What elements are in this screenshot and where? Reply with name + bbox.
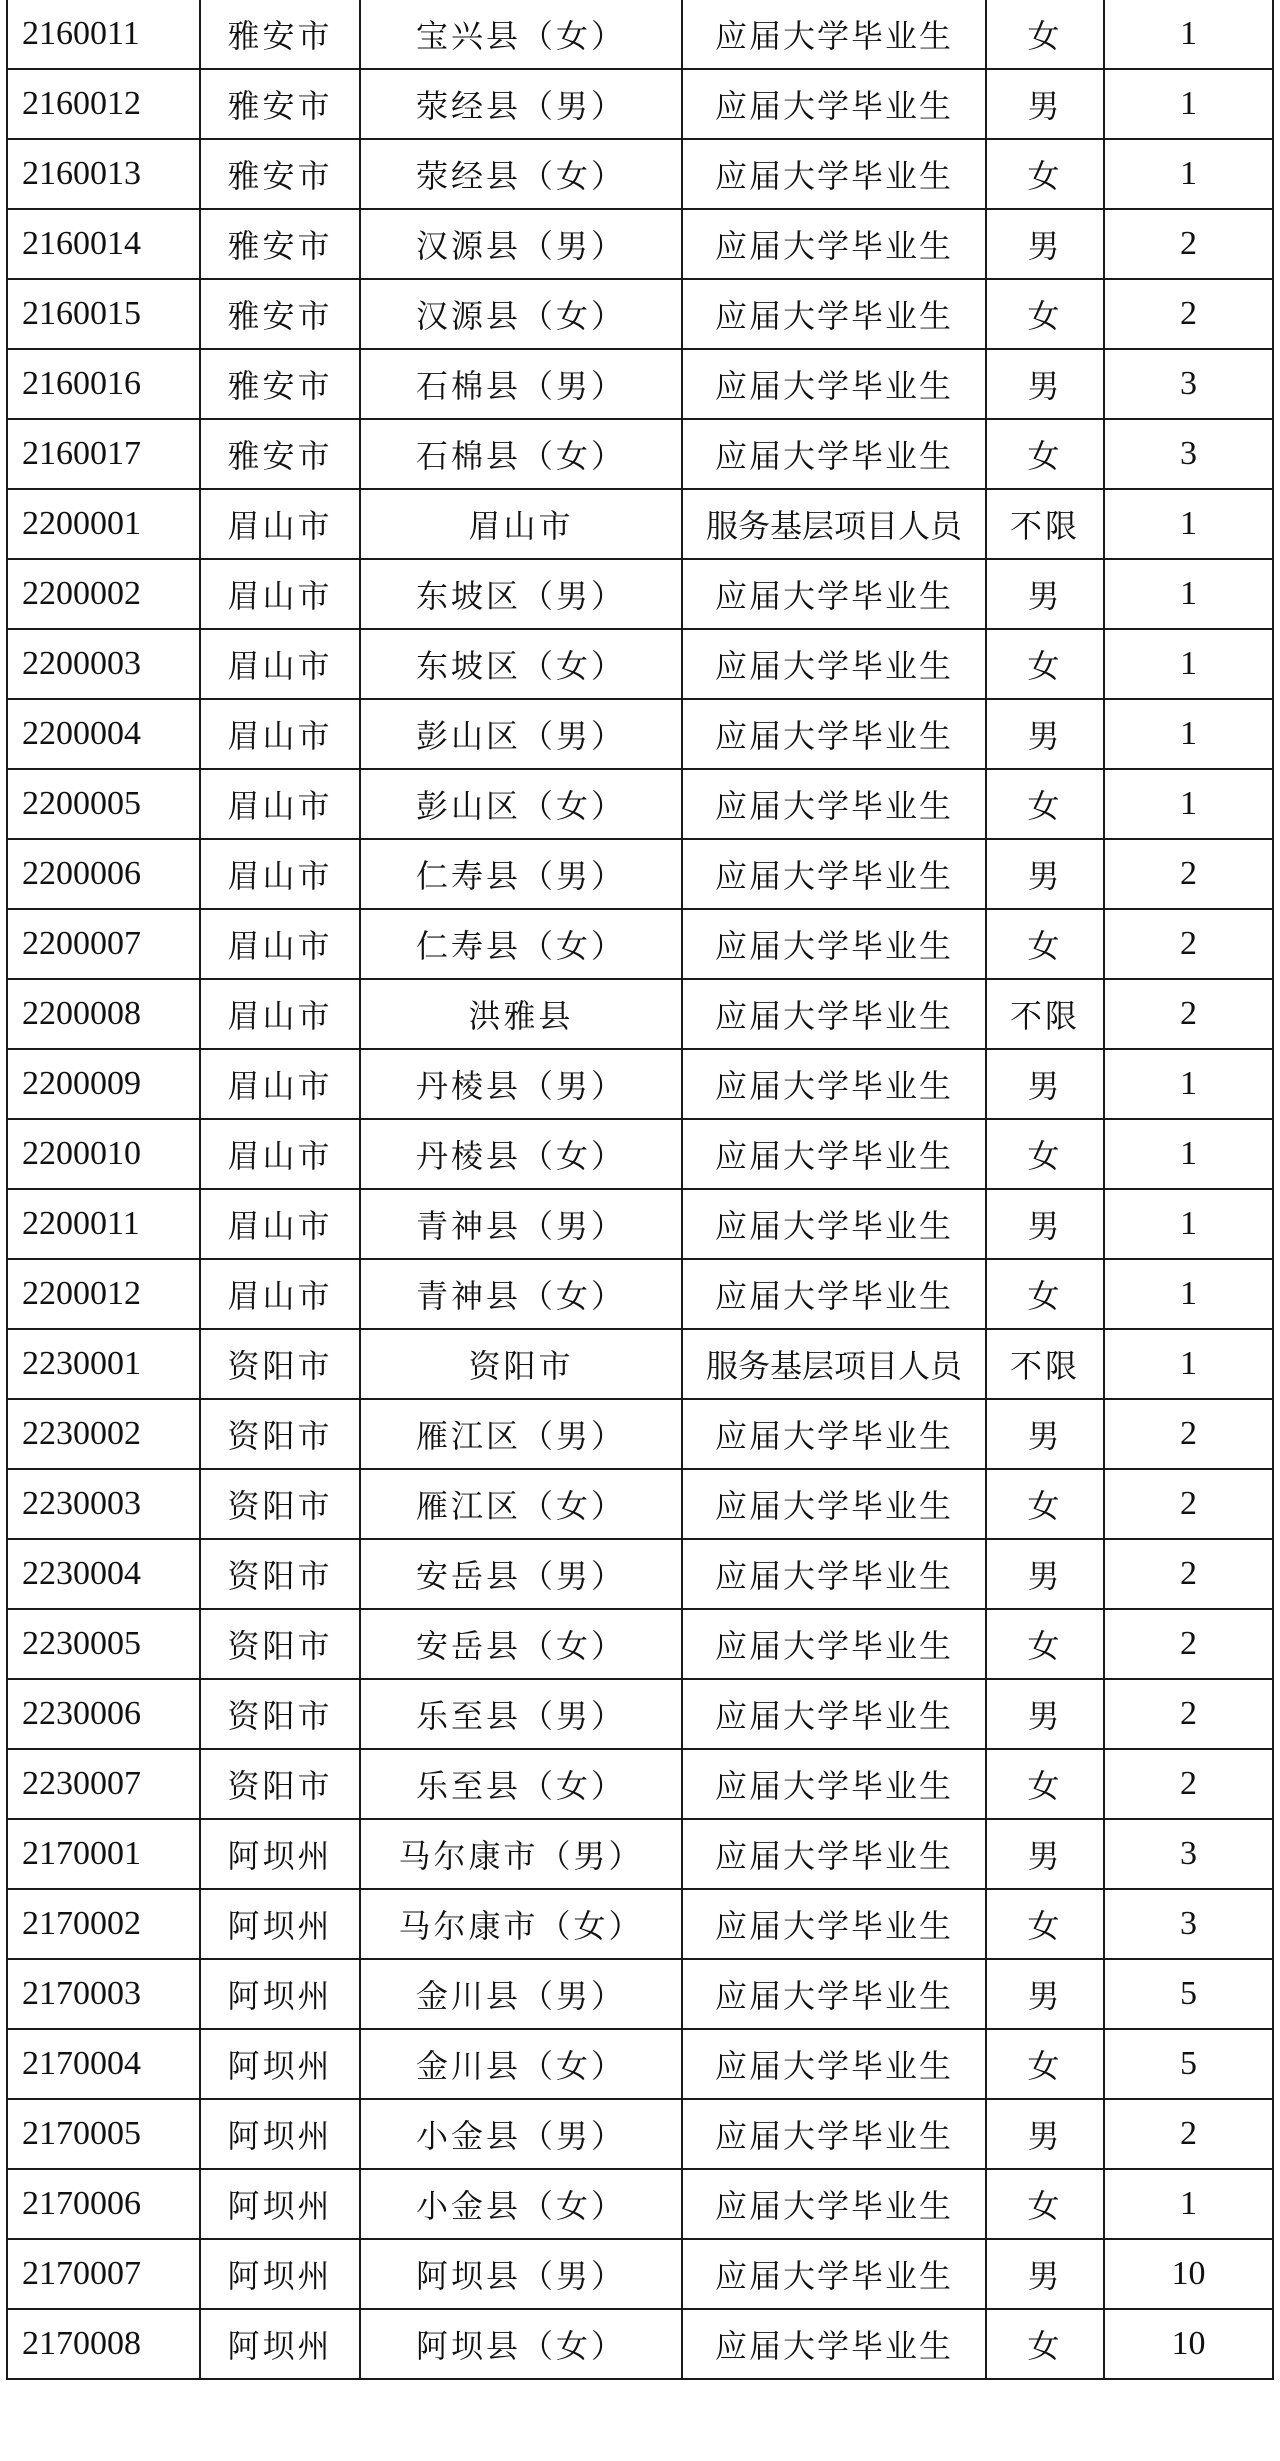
table-row	[7, 1049, 1273, 1119]
cell-count: 1	[1104, 1329, 1273, 1399]
cell-gender: 男	[986, 1539, 1104, 1609]
cell-gender: 女	[986, 1259, 1104, 1329]
table-row	[7, 0, 1273, 69]
cell-count: 1	[1104, 1119, 1273, 1189]
cell-city: 阿坝州	[200, 2309, 360, 2379]
cell-unit: 乐至县（女）	[360, 1749, 682, 1819]
cell-count: 2	[1104, 1399, 1273, 1469]
cell-position-code: 2160012	[7, 69, 200, 139]
cell-unit: 丹棱县（男）	[360, 1049, 682, 1119]
cell-applicant-type: 应届大学毕业生	[682, 419, 986, 489]
cell-applicant-type: 应届大学毕业生	[682, 209, 986, 279]
table-row	[7, 1399, 1273, 1469]
cell-unit: 汉源县（女）	[360, 279, 682, 349]
cell-count: 2	[1104, 909, 1273, 979]
cell-gender: 不限	[986, 1329, 1104, 1399]
cell-count: 2	[1104, 1679, 1273, 1749]
cell-gender: 女	[986, 1469, 1104, 1539]
cell-gender: 男	[986, 69, 1104, 139]
cell-unit: 荥经县（女）	[360, 139, 682, 209]
table-row	[7, 2099, 1273, 2169]
table-row	[7, 979, 1273, 1049]
cell-gender: 女	[986, 2169, 1104, 2239]
cell-position-code: 2160013	[7, 139, 200, 209]
cell-position-code: 2170006	[7, 2169, 200, 2239]
cell-position-code: 2200010	[7, 1119, 200, 1189]
cell-unit: 小金县（女）	[360, 2169, 682, 2239]
cell-position-code: 2160014	[7, 209, 200, 279]
cell-city: 资阳市	[200, 1539, 360, 1609]
cell-count: 1	[1104, 629, 1273, 699]
cell-applicant-type: 应届大学毕业生	[682, 1469, 986, 1539]
cell-position-code: 2200001	[7, 489, 200, 559]
table-row	[7, 69, 1273, 139]
cell-unit: 安岳县（女）	[360, 1609, 682, 1679]
cell-gender: 女	[986, 909, 1104, 979]
cell-count: 1	[1104, 1189, 1273, 1259]
cell-count: 1	[1104, 489, 1273, 559]
cell-position-code: 2160015	[7, 279, 200, 349]
table-row	[7, 1889, 1273, 1959]
cell-count: 3	[1104, 1889, 1273, 1959]
cell-city: 眉山市	[200, 1119, 360, 1189]
table-row	[7, 1959, 1273, 2029]
cell-count: 10	[1104, 2239, 1273, 2309]
cell-unit: 汉源县（男）	[360, 209, 682, 279]
table-row	[7, 1819, 1273, 1889]
cell-applicant-type: 应届大学毕业生	[682, 699, 986, 769]
cell-unit: 仁寿县（男）	[360, 839, 682, 909]
table-row	[7, 1259, 1273, 1329]
cell-position-code: 2170005	[7, 2099, 200, 2169]
table-row	[7, 2239, 1273, 2309]
cell-applicant-type: 应届大学毕业生	[682, 1399, 986, 1469]
cell-applicant-type: 应届大学毕业生	[682, 2239, 986, 2309]
cell-unit: 荥经县（男）	[360, 69, 682, 139]
cell-unit: 眉山市	[360, 489, 682, 559]
cell-applicant-type: 应届大学毕业生	[682, 279, 986, 349]
cell-unit: 东坡区（男）	[360, 559, 682, 629]
cell-count: 2	[1104, 1609, 1273, 1679]
cell-unit: 金川县（男）	[360, 1959, 682, 2029]
cell-applicant-type: 应届大学毕业生	[682, 139, 986, 209]
table-row	[7, 1609, 1273, 1679]
table-row	[7, 279, 1273, 349]
cell-city: 雅安市	[200, 69, 360, 139]
cell-count: 3	[1104, 349, 1273, 419]
cell-count: 2	[1104, 1749, 1273, 1819]
cell-city: 眉山市	[200, 1189, 360, 1259]
cell-count: 2	[1104, 1539, 1273, 1609]
cell-applicant-type: 应届大学毕业生	[682, 0, 986, 69]
table-body	[7, 0, 1273, 2379]
cell-applicant-type: 应届大学毕业生	[682, 1259, 986, 1329]
cell-count: 5	[1104, 1959, 1273, 2029]
cell-city: 资阳市	[200, 1329, 360, 1399]
cell-gender: 男	[986, 1049, 1104, 1119]
table-row	[7, 2309, 1273, 2379]
cell-position-code: 2170001	[7, 1819, 200, 1889]
cell-unit: 乐至县（男）	[360, 1679, 682, 1749]
cell-unit: 青神县（女）	[360, 1259, 682, 1329]
cell-city: 资阳市	[200, 1399, 360, 1469]
cell-unit: 小金县（男）	[360, 2099, 682, 2169]
cell-unit: 青神县（男）	[360, 1189, 682, 1259]
cell-position-code: 2200009	[7, 1049, 200, 1119]
cell-applicant-type: 应届大学毕业生	[682, 1189, 986, 1259]
cell-city: 眉山市	[200, 559, 360, 629]
cell-city: 眉山市	[200, 979, 360, 1049]
cell-count: 1	[1104, 69, 1273, 139]
cell-position-code: 2160016	[7, 349, 200, 419]
cell-applicant-type: 应届大学毕业生	[682, 1539, 986, 1609]
cell-unit: 仁寿县（女）	[360, 909, 682, 979]
cell-city: 雅安市	[200, 419, 360, 489]
cell-count: 1	[1104, 1259, 1273, 1329]
cell-applicant-type: 服务基层项目人员	[682, 489, 986, 559]
table-row	[7, 2029, 1273, 2099]
cell-city: 眉山市	[200, 769, 360, 839]
cell-applicant-type: 应届大学毕业生	[682, 1749, 986, 1819]
cell-gender: 女	[986, 629, 1104, 699]
cell-applicant-type: 应届大学毕业生	[682, 909, 986, 979]
cell-gender: 女	[986, 0, 1104, 69]
cell-gender: 男	[986, 349, 1104, 419]
cell-city: 眉山市	[200, 1259, 360, 1329]
cell-count: 1	[1104, 559, 1273, 629]
table-row	[7, 1749, 1273, 1819]
cell-city: 雅安市	[200, 209, 360, 279]
cell-gender: 女	[986, 1609, 1104, 1679]
cell-position-code: 2230002	[7, 1399, 200, 1469]
cell-count: 1	[1104, 0, 1273, 69]
cell-unit: 东坡区（女）	[360, 629, 682, 699]
cell-gender: 男	[986, 2239, 1104, 2309]
table-row	[7, 699, 1273, 769]
cell-unit: 石棉县（男）	[360, 349, 682, 419]
cell-count: 1	[1104, 769, 1273, 839]
cell-count: 2	[1104, 279, 1273, 349]
cell-position-code: 2170008	[7, 2309, 200, 2379]
table-row	[7, 419, 1273, 489]
table-row	[7, 559, 1273, 629]
cell-applicant-type: 应届大学毕业生	[682, 1049, 986, 1119]
cell-position-code: 2200004	[7, 699, 200, 769]
cell-applicant-type: 应届大学毕业生	[682, 2169, 986, 2239]
cell-position-code: 2170002	[7, 1889, 200, 1959]
cell-count: 1	[1104, 2169, 1273, 2239]
cell-position-code: 2200008	[7, 979, 200, 1049]
cell-unit: 雁江区（男）	[360, 1399, 682, 1469]
cell-city: 阿坝州	[200, 2239, 360, 2309]
table-row	[7, 1189, 1273, 1259]
table-row	[7, 1469, 1273, 1539]
table-row	[7, 909, 1273, 979]
cell-city: 阿坝州	[200, 2029, 360, 2099]
cell-city: 阿坝州	[200, 2169, 360, 2239]
positions-table	[6, 0, 1274, 2380]
cell-position-code: 2170007	[7, 2239, 200, 2309]
cell-applicant-type: 应届大学毕业生	[682, 839, 986, 909]
cell-applicant-type: 应届大学毕业生	[682, 69, 986, 139]
cell-unit: 彭山区（女）	[360, 769, 682, 839]
cell-gender: 男	[986, 1189, 1104, 1259]
cell-position-code: 2200012	[7, 1259, 200, 1329]
cell-city: 眉山市	[200, 839, 360, 909]
cell-count: 2	[1104, 979, 1273, 1049]
cell-city: 眉山市	[200, 1049, 360, 1119]
cell-position-code: 2230001	[7, 1329, 200, 1399]
cell-gender: 女	[986, 419, 1104, 489]
cell-gender: 男	[986, 2099, 1104, 2169]
cell-city: 阿坝州	[200, 2099, 360, 2169]
cell-city: 眉山市	[200, 629, 360, 699]
cell-city: 阿坝州	[200, 1889, 360, 1959]
table-row	[7, 629, 1273, 699]
cell-applicant-type: 应届大学毕业生	[682, 2309, 986, 2379]
cell-position-code: 2170003	[7, 1959, 200, 2029]
cell-city: 眉山市	[200, 909, 360, 979]
cell-position-code: 2230005	[7, 1609, 200, 1679]
cell-applicant-type: 应届大学毕业生	[682, 349, 986, 419]
cell-applicant-type: 应届大学毕业生	[682, 1679, 986, 1749]
cell-gender: 男	[986, 1959, 1104, 2029]
cell-unit: 马尔康市（男）	[360, 1819, 682, 1889]
cell-applicant-type: 服务基层项目人员	[682, 1329, 986, 1399]
cell-count: 2	[1104, 209, 1273, 279]
table-row	[7, 1119, 1273, 1189]
cell-unit: 安岳县（男）	[360, 1539, 682, 1609]
cell-count: 2	[1104, 1469, 1273, 1539]
cell-gender: 男	[986, 699, 1104, 769]
cell-gender: 男	[986, 1819, 1104, 1889]
cell-position-code: 2200002	[7, 559, 200, 629]
table-row	[7, 769, 1273, 839]
cell-applicant-type: 应届大学毕业生	[682, 2029, 986, 2099]
cell-applicant-type: 应届大学毕业生	[682, 629, 986, 699]
cell-count: 2	[1104, 839, 1273, 909]
cell-gender: 女	[986, 2029, 1104, 2099]
table-row	[7, 1329, 1273, 1399]
cell-city: 眉山市	[200, 699, 360, 769]
cell-unit: 资阳市	[360, 1329, 682, 1399]
cell-applicant-type: 应届大学毕业生	[682, 1119, 986, 1189]
cell-gender: 男	[986, 1679, 1104, 1749]
cell-position-code: 2200003	[7, 629, 200, 699]
cell-city: 雅安市	[200, 349, 360, 419]
cell-unit: 彭山区（男）	[360, 699, 682, 769]
cell-gender: 女	[986, 769, 1104, 839]
cell-count: 5	[1104, 2029, 1273, 2099]
cell-gender: 男	[986, 839, 1104, 909]
cell-applicant-type: 应届大学毕业生	[682, 559, 986, 629]
cell-unit: 阿坝县（男）	[360, 2239, 682, 2309]
cell-count: 3	[1104, 1819, 1273, 1889]
cell-unit: 洪雅县	[360, 979, 682, 1049]
cell-count: 1	[1104, 699, 1273, 769]
cell-position-code: 2200006	[7, 839, 200, 909]
cell-unit: 宝兴县（女）	[360, 0, 682, 69]
cell-unit: 雁江区（女）	[360, 1469, 682, 1539]
cell-applicant-type: 应届大学毕业生	[682, 979, 986, 1049]
table-row	[7, 1539, 1273, 1609]
cell-gender: 女	[986, 2309, 1104, 2379]
cell-city: 雅安市	[200, 139, 360, 209]
cell-count: 3	[1104, 419, 1273, 489]
cell-gender: 女	[986, 279, 1104, 349]
cell-gender: 男	[986, 209, 1104, 279]
table-row	[7, 839, 1273, 909]
cell-position-code: 2170004	[7, 2029, 200, 2099]
cell-unit: 丹棱县（女）	[360, 1119, 682, 1189]
table-row	[7, 209, 1273, 279]
cell-unit: 马尔康市（女）	[360, 1889, 682, 1959]
cell-gender: 女	[986, 1119, 1104, 1189]
cell-city: 资阳市	[200, 1609, 360, 1679]
cell-applicant-type: 应届大学毕业生	[682, 769, 986, 839]
cell-gender: 男	[986, 559, 1104, 629]
cell-applicant-type: 应届大学毕业生	[682, 2099, 986, 2169]
cell-position-code: 2200011	[7, 1189, 200, 1259]
table-row	[7, 489, 1273, 559]
cell-city: 资阳市	[200, 1469, 360, 1539]
cell-count: 1	[1104, 139, 1273, 209]
cell-position-code: 2200007	[7, 909, 200, 979]
cell-unit: 金川县（女）	[360, 2029, 682, 2099]
table-row	[7, 349, 1273, 419]
cell-gender: 女	[986, 1889, 1104, 1959]
cell-count: 10	[1104, 2309, 1273, 2379]
cell-position-code: 2230003	[7, 1469, 200, 1539]
cell-city: 雅安市	[200, 0, 360, 69]
cell-position-code: 2230006	[7, 1679, 200, 1749]
cell-gender: 男	[986, 1399, 1104, 1469]
cell-gender: 女	[986, 139, 1104, 209]
cell-unit: 石棉县（女）	[360, 419, 682, 489]
cell-city: 资阳市	[200, 1749, 360, 1819]
cell-city: 阿坝州	[200, 1819, 360, 1889]
cell-city: 阿坝州	[200, 1959, 360, 2029]
cell-applicant-type: 应届大学毕业生	[682, 1609, 986, 1679]
cell-city: 资阳市	[200, 1679, 360, 1749]
cell-city: 雅安市	[200, 279, 360, 349]
table-row	[7, 1679, 1273, 1749]
cell-gender: 不限	[986, 979, 1104, 1049]
cell-gender: 不限	[986, 489, 1104, 559]
cell-position-code: 2200005	[7, 769, 200, 839]
cell-city: 眉山市	[200, 489, 360, 559]
cell-position-code: 2230004	[7, 1539, 200, 1609]
cell-applicant-type: 应届大学毕业生	[682, 1889, 986, 1959]
table-row	[7, 139, 1273, 209]
table-row	[7, 2169, 1273, 2239]
cell-count: 2	[1104, 2099, 1273, 2169]
cell-unit: 阿坝县（女）	[360, 2309, 682, 2379]
cell-applicant-type: 应届大学毕业生	[682, 1819, 986, 1889]
cell-position-code: 2160011	[7, 0, 200, 69]
cell-gender: 女	[986, 1749, 1104, 1819]
cell-count: 1	[1104, 1049, 1273, 1119]
cell-position-code: 2160017	[7, 419, 200, 489]
cell-position-code: 2230007	[7, 1749, 200, 1819]
cell-applicant-type: 应届大学毕业生	[682, 1959, 986, 2029]
